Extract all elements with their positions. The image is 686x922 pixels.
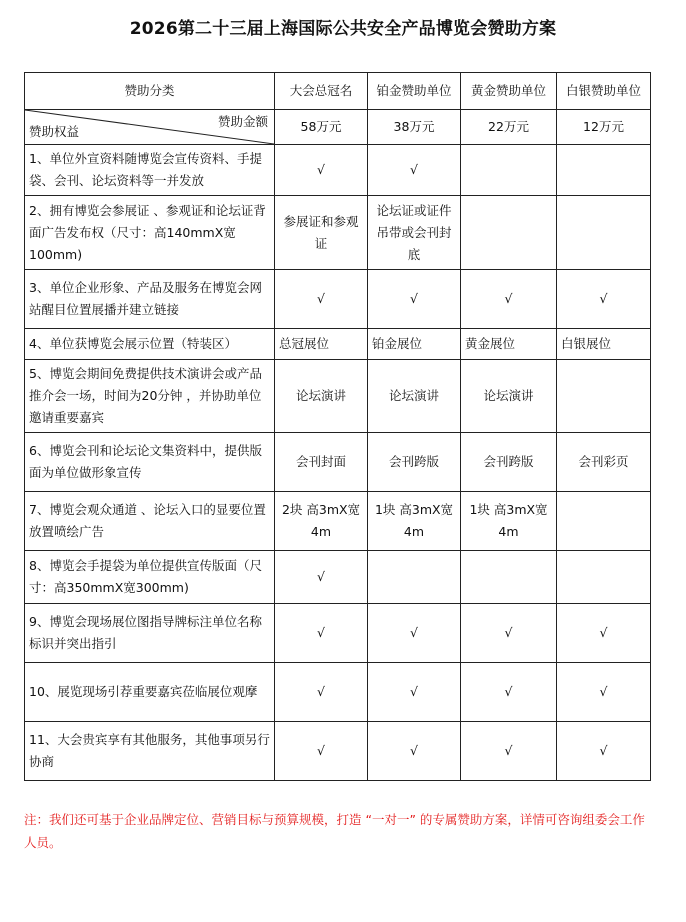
benefit-description: 4、单位获博览会展示位置（特装区）: [25, 329, 275, 360]
table-row: [25, 663, 651, 722]
benefit-value: 2块 高3mX宽4m: [275, 492, 368, 551]
benefit-value: [557, 145, 651, 196]
benefit-value: 1块 高3mX宽4m: [461, 492, 557, 551]
benefit-value: 白银展位: [557, 329, 651, 360]
benefit-description: 8、博览会手提袋为单位提供宣传版面（尺寸：高350mmX宽300mm): [25, 551, 275, 604]
table-row: [25, 433, 651, 492]
benefit-value: [557, 196, 651, 270]
benefit-description: 5、博览会期间免费提供技术演讲会或产品推介会一场，时间为20分钟 ，并协助单位邀请重要嘉宾: [25, 360, 275, 433]
benefit-value: √: [368, 604, 461, 663]
benefit-value: 参展证和参观证: [275, 196, 368, 270]
sponsorship-table: [24, 72, 651, 781]
benefit-value: 论坛演讲: [461, 360, 557, 433]
benefit-value: √: [368, 145, 461, 196]
benefit-value: √: [368, 722, 461, 781]
benefit-value: √: [461, 604, 557, 663]
benefit-value: √: [275, 663, 368, 722]
amount-wrap: 58万元: [275, 110, 368, 145]
benefit-value: √: [275, 145, 368, 196]
benefit-value: √: [275, 604, 368, 663]
benefit-value: [461, 145, 557, 196]
benefit-value: √: [275, 722, 368, 781]
benefit-value: √: [461, 722, 557, 781]
benefit-value: 论坛证或证件吊带或会刊封底: [368, 196, 461, 270]
table-row: [25, 145, 651, 196]
benefit-value: [461, 551, 557, 604]
benefit-description: 2、拥有博览会参展证 、参观证和论坛证背面广告发布权（尺寸：高140mmX宽100mm): [25, 196, 275, 270]
header-row-amounts: [25, 110, 651, 145]
benefit-value: [461, 196, 557, 270]
benefit-value: √: [275, 270, 368, 329]
table-row: [25, 329, 651, 360]
table-row: [25, 604, 651, 663]
rights-label: 赞助权益: [29, 124, 80, 139]
benefit-value: 黄金展位: [461, 329, 557, 360]
benefit-value: √: [557, 270, 651, 329]
benefit-value: 论坛演讲: [275, 360, 368, 433]
page-title: 2026第二十三届上海国际公共安全产品博览会赞助方案: [129, 19, 557, 39]
benefit-description: 3、单位企业形象、产品及服务在博览会网站醒目位置展播并建立链接: [25, 270, 275, 329]
footnote: 注：我们还可基于企业品牌定位、营销目标与预算规模，打造 “一对一” 的专属赞助方案，详情可咨询组委会工作人员。: [24, 812, 645, 850]
benefit-value: √: [557, 663, 651, 722]
table-row: [25, 551, 651, 604]
benefit-value: 会刊彩页: [557, 433, 651, 492]
category-header: 赞助分类: [25, 73, 275, 110]
benefit-description: 9、博览会现场展位图指导牌标注单位名称标识并突出指引: [25, 604, 275, 663]
level-title-gold: 黄金赞助单位: [461, 73, 557, 110]
benefit-description: 10、展览现场引荐重要嘉宾莅临展位观摩: [25, 663, 275, 722]
table-row: [25, 360, 651, 433]
benefit-value: 会刊跨版: [461, 433, 557, 492]
header-row-levels: [25, 73, 651, 110]
table-row: [25, 270, 651, 329]
table-row: [25, 722, 651, 781]
benefit-value: √: [461, 663, 557, 722]
benefit-description: 1、单位外宣资料随博览会宣传资料、手提袋、会刊、论坛资料等一并发放: [25, 145, 275, 196]
benefit-value: 总冠展位: [275, 329, 368, 360]
level-title-platinum: 铂金赞助单位: [368, 73, 461, 110]
rights-amount-header: [25, 110, 275, 145]
benefit-value: √: [368, 270, 461, 329]
benefit-value: √: [557, 722, 651, 781]
amount-label: 赞助金额: [217, 114, 268, 129]
table-row: [25, 492, 651, 551]
benefit-description: 7、博览会观众通道 、论坛入口的显要位置放置喷绘广告: [25, 492, 275, 551]
benefit-value: √: [461, 270, 557, 329]
benefit-value: [557, 492, 651, 551]
benefit-description: 11、大会贵宾享有其他服务，其他事项另行协商: [25, 722, 275, 781]
benefit-value: 铂金展位: [368, 329, 461, 360]
amount-platinum: 38万元: [368, 110, 461, 145]
amount-gold: 22万元: [461, 110, 557, 145]
level-title-wrap: 大会总冠名: [275, 73, 368, 110]
benefit-value: [557, 551, 651, 604]
benefit-description: 6、博览会刊和论坛论文集资料中，提供版面为单位做形象宣传: [25, 433, 275, 492]
benefit-value: [557, 360, 651, 433]
table-row: [25, 196, 651, 270]
benefit-value: [368, 551, 461, 604]
benefit-value: √: [368, 663, 461, 722]
benefit-value: √: [557, 604, 651, 663]
benefit-value: √: [275, 551, 368, 604]
amount-silver: 12万元: [557, 110, 651, 145]
level-title-silver: 白银赞助单位: [557, 73, 651, 110]
benefit-value: 论坛演讲: [368, 360, 461, 433]
benefit-value: 会刊跨版: [368, 433, 461, 492]
benefit-value: 会刊封面: [275, 433, 368, 492]
benefit-value: 1块 高3mX宽4m: [368, 492, 461, 551]
